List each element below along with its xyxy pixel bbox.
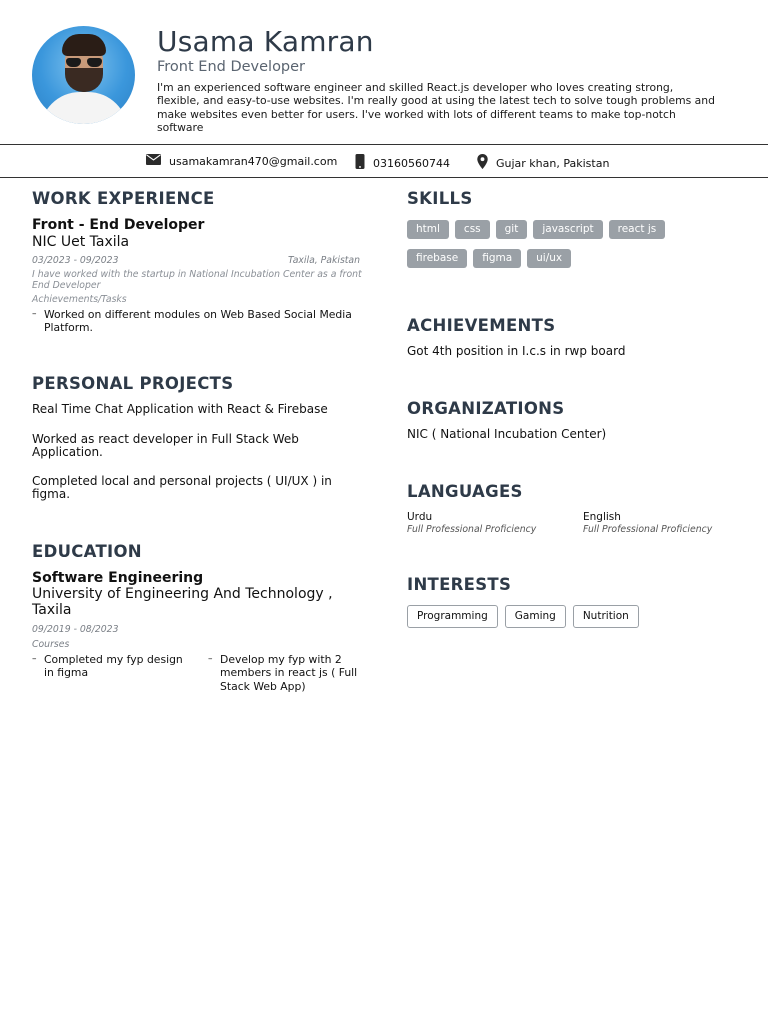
contact-bar [0,144,768,178]
contact-phone[interactable] [355,154,450,172]
profile-photo [32,26,135,124]
personal-projects-heading: PERSONAL PROJECTS [32,374,234,393]
interest-tag: Gaming [505,605,566,628]
course-item: – Develop my fyp with 2 members in react js ( Full Stack Web App) [208,653,360,693]
phone-icon [355,154,365,172]
work-experience-heading: WORK EXPERIENCE [32,189,215,208]
contact-email[interactable] [146,154,337,168]
project-item: Completed local and personal projects ( UI/UX ) in figma. [32,474,332,502]
project-item: Real Time Chat Application with React & Firebase [32,402,328,416]
skill-tag: javascript [533,220,602,239]
school-name: University of Engineering And Technology , Taxila [32,586,333,618]
contact-location [477,154,609,172]
education-dates: 09/2019 - 08/2023 [32,624,119,635]
skill-tag: ui/ux [527,249,571,268]
interests-list [407,605,639,628]
courses-label: Courses [32,639,70,650]
interests-heading: INTERESTS [407,575,512,594]
location-text: Gujar khan, Pakistan [496,156,610,170]
language-level: Full Professional Proficiency [407,524,537,535]
skill-tag: git [496,220,528,239]
achievements-heading: ACHIEVEMENTS [407,316,556,335]
language-name: Urdu [407,511,433,523]
phone-text: 03160560744 [373,156,450,170]
job-description: I have worked with the startup in National Incubation Center as a front End Developer [32,269,362,291]
skills-heading: SKILLS [407,189,473,208]
education-heading: EDUCATION [32,542,142,561]
task-item: – Worked on different modules on Web Based Social Media Platform. [32,308,352,335]
skills-list [407,220,707,268]
job-position: Front - End Developer [32,217,205,233]
language-level: Full Professional Proficiency [583,524,713,535]
email-text: usamakamran470@gmail.com [169,154,338,168]
interest-tag: Nutrition [573,605,639,628]
job-company: NIC Uet Taxila [32,234,130,250]
job-location: Taxila, Pakistan [288,255,361,266]
profile-summary: I'm an experienced software engineer and skilled React.js developer who loves creating strong, flexible, and easy-to-use websites. I'm really good at using the latest tech to solve tough problems and make websites even better for users. I've worked with lots of different teams to make top-notch software [157,81,715,135]
organizations-heading: ORGANIZATIONS [407,399,565,418]
skill-tag: firebase [407,249,467,268]
course-item: – Completed my fyp design in figma [32,653,192,680]
skill-tag: css [455,220,490,239]
skill-tag: react js [609,220,666,239]
degree-title: Software Engineering [32,570,204,586]
candidate-name: Usama Kamran [157,25,374,58]
organization-item: NIC ( National Incubation Center) [407,427,607,441]
project-item: Worked as react developer in Full Stack Web Application. [32,432,299,460]
skill-tag: html [407,220,449,239]
interest-tag: Programming [407,605,498,628]
candidate-role: Front End Developer [157,59,306,75]
skill-tag: figma [473,249,521,268]
job-dates: 03/2023 - 09/2023 [32,255,119,266]
languages-heading: LANGUAGES [407,482,523,501]
tasks-label: Achievements/Tasks [32,294,127,305]
location-pin-icon [477,154,488,172]
achievement-item: Got 4th position in I.c.s in rwp board [407,344,626,358]
language-name: English [583,511,621,523]
email-icon [146,154,161,168]
